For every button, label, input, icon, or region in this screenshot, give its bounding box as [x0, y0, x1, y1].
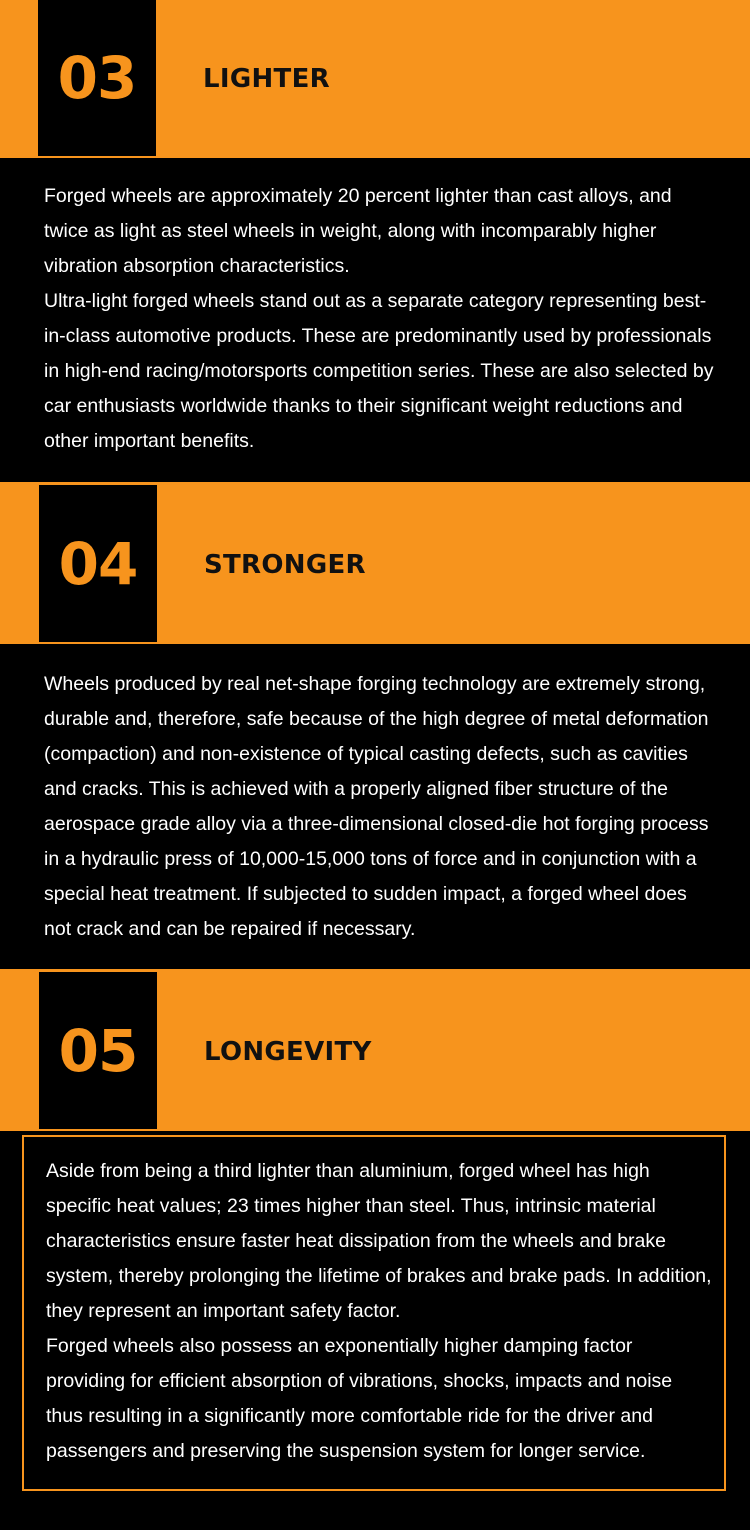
- section-number-badge: 05: [39, 972, 157, 1129]
- section-body-03: [22, 161, 726, 480]
- section-body-04: [22, 648, 726, 967]
- section-header-03: [0, 0, 750, 158]
- section-title: LONGEVITY: [204, 1037, 372, 1067]
- section-title: STRONGER: [204, 550, 366, 580]
- section-number-badge: 04: [39, 485, 157, 642]
- section-number-badge: 03: [38, 0, 156, 156]
- section-paragraph: Aside from being a third lighter than aluminium, forged wheel has high specific heat values; 23 times higher than steel. Thus, intrinsic material characteristics ensure faster heat dissipation from the wheels and brake system, thereby prolonging the lifetime of brakes and brake pads. In addition, they represent an important safety factor.: [46, 1160, 712, 1322]
- section-header-04: [0, 482, 750, 644]
- section-paragraph: Forged wheels are approximately 20 percent lighter than cast alloys, and twice as light as steel wheels in weight, along with incomparably higher vibration absorption characteristics.: [44, 185, 672, 277]
- section-paragraph: Wheels produced by real net-shape forging technology are extremely strong, durable and, therefore, safe because of the high degree of metal deformation (compaction) and non-existence of typical casting defects, such as cavities and cracks. This is achieved with a properly aligned fiber structure of the aerospace grade alloy via a three-dimensional closed-die hot forging process in a hydraulic press of 10,000-15,000 tons of force and in conjunction with a special heat treatment. If subjected to sudden impact, a forged wheel does not crack and can be repaired if necessary.: [44, 673, 709, 940]
- section-header-05: [0, 969, 750, 1131]
- section-title: LIGHTER: [203, 64, 330, 94]
- section-paragraph: Forged wheels also possess an exponentially higher damping factor providing for efficient absorption of vibrations, shocks, impacts and noise thus resulting in a significantly more comfortable ride for the driver and passengers and preserving the suspension system for longer service.: [46, 1335, 673, 1462]
- section-paragraph: Ultra-light forged wheels stand out as a separate category representing best-in-class automotive products. These are predominantly used by professionals in high-end racing/motorsports competition series. These are also selected by car enthusiasts worldwide thanks to their significant weight reductions and other important benefits.: [44, 290, 714, 452]
- section-body-05: [22, 1135, 726, 1491]
